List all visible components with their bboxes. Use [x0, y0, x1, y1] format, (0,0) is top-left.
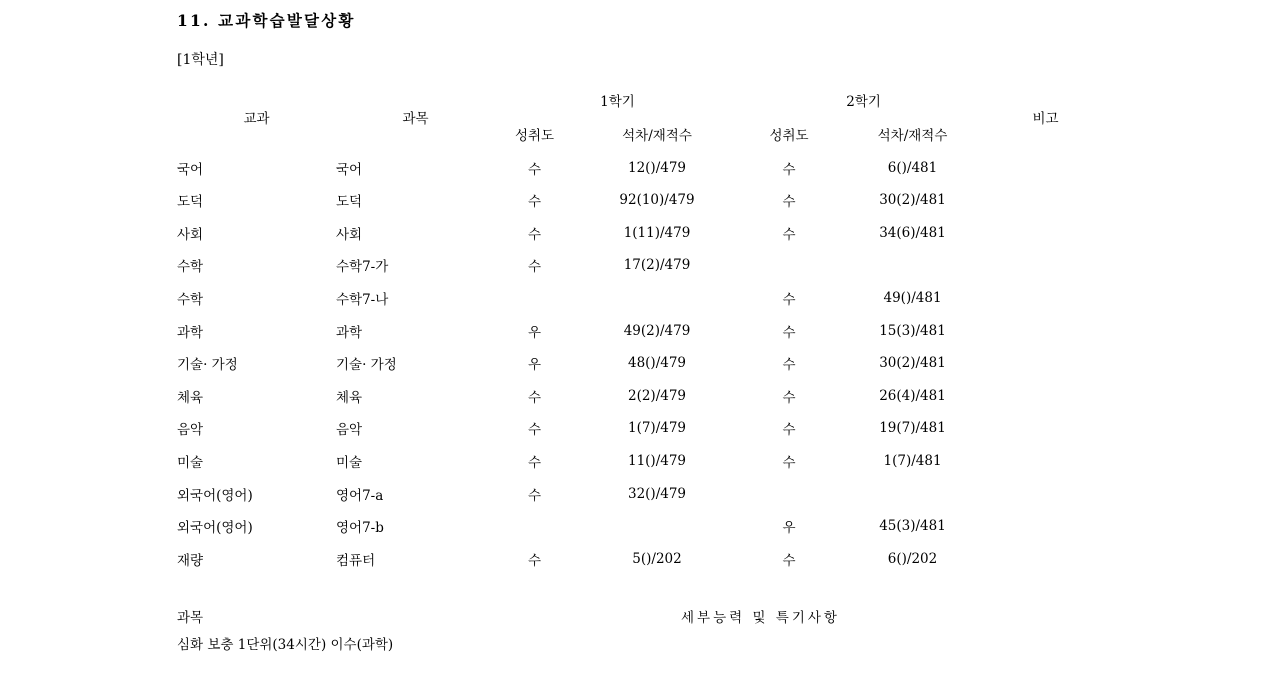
cell-note [987, 347, 1104, 380]
cell-s1-achievement: 수 [527, 194, 542, 211]
cell-course: 영어7-a [336, 487, 384, 504]
cell-course: 수학7-가 [336, 259, 389, 276]
detail-table-body [177, 598, 1104, 688]
detail-header-title: 세부능력 및 특기사항 [681, 609, 840, 626]
cell-course: 영어7-b [336, 520, 384, 537]
cell-note [987, 412, 1104, 445]
cell-subject-area: 기술· 가정 [177, 357, 238, 374]
cell-s1-achievement: 우 [527, 357, 542, 374]
table-row [177, 249, 1104, 282]
cell-course: 과학 [336, 324, 363, 341]
cell-s1-rank: 92(10)/479 [619, 192, 695, 209]
cell-s1-rank: 17(2)/479 [623, 257, 691, 274]
cell-course: 미술 [336, 454, 363, 471]
cell-subject-area: 도덕 [177, 194, 204, 211]
cell-s1-achievement: 우 [527, 324, 542, 341]
header-s1-achievement: 성취도 [514, 128, 555, 145]
cell-course: 사회 [336, 226, 363, 243]
cell-s1-achievement: 수 [527, 226, 542, 243]
header-semester-1: 1학기 [600, 94, 635, 111]
cell-s1-achievement: 수 [527, 487, 542, 504]
cell-s2-achievement: 수 [782, 422, 796, 439]
cell-s1-rank: 49(2)/479 [623, 322, 691, 339]
cell-s1-rank: 11()/479 [627, 452, 687, 469]
header-note: 비고 [1032, 111, 1059, 128]
table-row [177, 184, 1104, 217]
cell-s1-achievement: 수 [527, 161, 542, 178]
cell-note [987, 379, 1104, 412]
cell-subject-area: 외국어(영어) [177, 487, 253, 504]
table-row [177, 282, 1104, 315]
cell-course: 국어 [336, 161, 363, 178]
cell-s2-rank: 45(3)/481 [879, 518, 946, 535]
table-row [177, 542, 1104, 575]
cell-s1-achievement [495, 510, 574, 543]
cell-course: 수학7-나 [336, 291, 389, 308]
detail-content-row [177, 633, 1104, 688]
cell-note [987, 542, 1104, 575]
page-title: 11. 교과학습발달상황 [177, 11, 356, 30]
marks-table-body [177, 151, 1104, 575]
cell-s2-achievement: 수 [782, 552, 796, 569]
cell-course: 도덕 [336, 194, 363, 211]
table-row [177, 379, 1104, 412]
cell-s1-achievement: 수 [527, 552, 542, 569]
cell-s2-rank: 49()/481 [883, 289, 942, 306]
cell-course: 음악 [336, 422, 363, 439]
cell-s1-rank [574, 510, 740, 543]
header-course: 과목 [402, 111, 429, 128]
cell-course: 컴퓨터 [336, 552, 376, 569]
cell-s2-achievement: 수 [782, 454, 796, 471]
cell-subject-area: 음악 [177, 422, 204, 439]
marks-table-head [177, 83, 1104, 151]
cell-s1-achievement: 수 [527, 422, 542, 439]
cell-s2-achievement [740, 249, 838, 282]
cell-s2-achievement: 수 [782, 226, 796, 243]
table-row [177, 445, 1104, 478]
header-s1-rank: 석차/재적수 [622, 128, 692, 145]
cell-subject-area: 외국어(영어) [177, 520, 253, 537]
cell-s2-rank: 19(7)/481 [879, 420, 946, 437]
cell-s2-rank [838, 477, 987, 510]
cell-note [987, 249, 1104, 282]
cell-subject-area: 수학 [177, 291, 204, 308]
cell-s2-rank: 15(3)/481 [879, 322, 946, 339]
table-row [177, 314, 1104, 347]
cell-subject-area: 재량 [177, 552, 204, 569]
academic-marks-table [177, 83, 1104, 575]
cell-s1-rank: 1(11)/479 [623, 224, 691, 241]
cell-s2-achievement: 수 [782, 194, 796, 211]
header-semester-2: 2학기 [846, 94, 881, 111]
cell-note [987, 445, 1104, 478]
cell-s1-achievement: 수 [527, 389, 542, 406]
cell-note [987, 151, 1104, 184]
cell-subject-area: 과학 [177, 324, 204, 341]
cell-s2-rank: 34(6)/481 [879, 224, 946, 241]
header-subject-area: 교과 [243, 111, 270, 128]
cell-s2-rank: 30(2)/481 [879, 355, 946, 372]
cell-s1-rank: 2(2)/479 [627, 387, 687, 404]
header-s2-achievement: 성취도 [769, 128, 809, 145]
detail-header-row [177, 598, 1104, 633]
table-row [177, 216, 1104, 249]
cell-s2-rank [838, 249, 987, 282]
cell-s2-rank: 1(7)/481 [883, 452, 942, 469]
cell-s2-achievement [740, 477, 838, 510]
cell-s1-rank [574, 282, 740, 315]
table-row [177, 412, 1104, 445]
header-row-top [177, 83, 1104, 117]
cell-course: 체육 [336, 389, 363, 406]
cell-s2-achievement: 우 [782, 520, 796, 537]
cell-subject-area: 사회 [177, 226, 204, 243]
detail-remarks-table [177, 598, 1104, 688]
cell-s1-rank: 12()/479 [627, 159, 687, 176]
cell-s2-rank: 6()/481 [887, 159, 938, 176]
cell-subject-area: 체육 [177, 389, 204, 406]
cell-s1-rank: 48()/479 [627, 355, 687, 372]
cell-note [987, 510, 1104, 543]
cell-s1-rank: 1(7)/479 [627, 420, 687, 437]
table-row [177, 510, 1104, 543]
table-row [177, 477, 1104, 510]
cell-s2-achievement: 수 [782, 357, 796, 374]
cell-s2-achievement: 수 [782, 161, 796, 178]
cell-s2-rank: 26(4)/481 [879, 387, 946, 404]
cell-subject-area: 미술 [177, 454, 204, 471]
cell-note [987, 184, 1104, 217]
cell-s2-achievement: 수 [782, 291, 796, 308]
cell-s1-rank: 32()/479 [627, 485, 687, 502]
cell-subject-area: 수학 [177, 259, 204, 276]
cell-s2-rank: 6()/202 [887, 550, 938, 567]
cell-s1-rank: 5()/202 [632, 550, 682, 567]
cell-s1-achievement [495, 282, 574, 315]
grade-label: [1학년] [177, 51, 224, 68]
cell-subject-area: 국어 [177, 161, 204, 178]
cell-s2-achievement: 수 [782, 324, 796, 341]
cell-note [987, 314, 1104, 347]
detail-description: 심화 보충 1단위(34시간) 이수(과학) [177, 637, 394, 653]
cell-note [987, 282, 1104, 315]
document-page [177, 0, 1104, 688]
cell-note [987, 216, 1104, 249]
table-row [177, 347, 1104, 380]
detail-header-course: 과목 [177, 609, 204, 626]
cell-s1-achievement: 수 [527, 454, 542, 471]
cell-course: 기술· 가정 [336, 357, 397, 374]
cell-s2-achievement: 수 [782, 389, 796, 406]
cell-note [987, 477, 1104, 510]
cell-s1-achievement: 수 [527, 259, 542, 276]
cell-s2-rank: 30(2)/481 [879, 192, 946, 209]
table-row [177, 151, 1104, 184]
header-s2-rank: 석차/재적수 [877, 128, 948, 145]
